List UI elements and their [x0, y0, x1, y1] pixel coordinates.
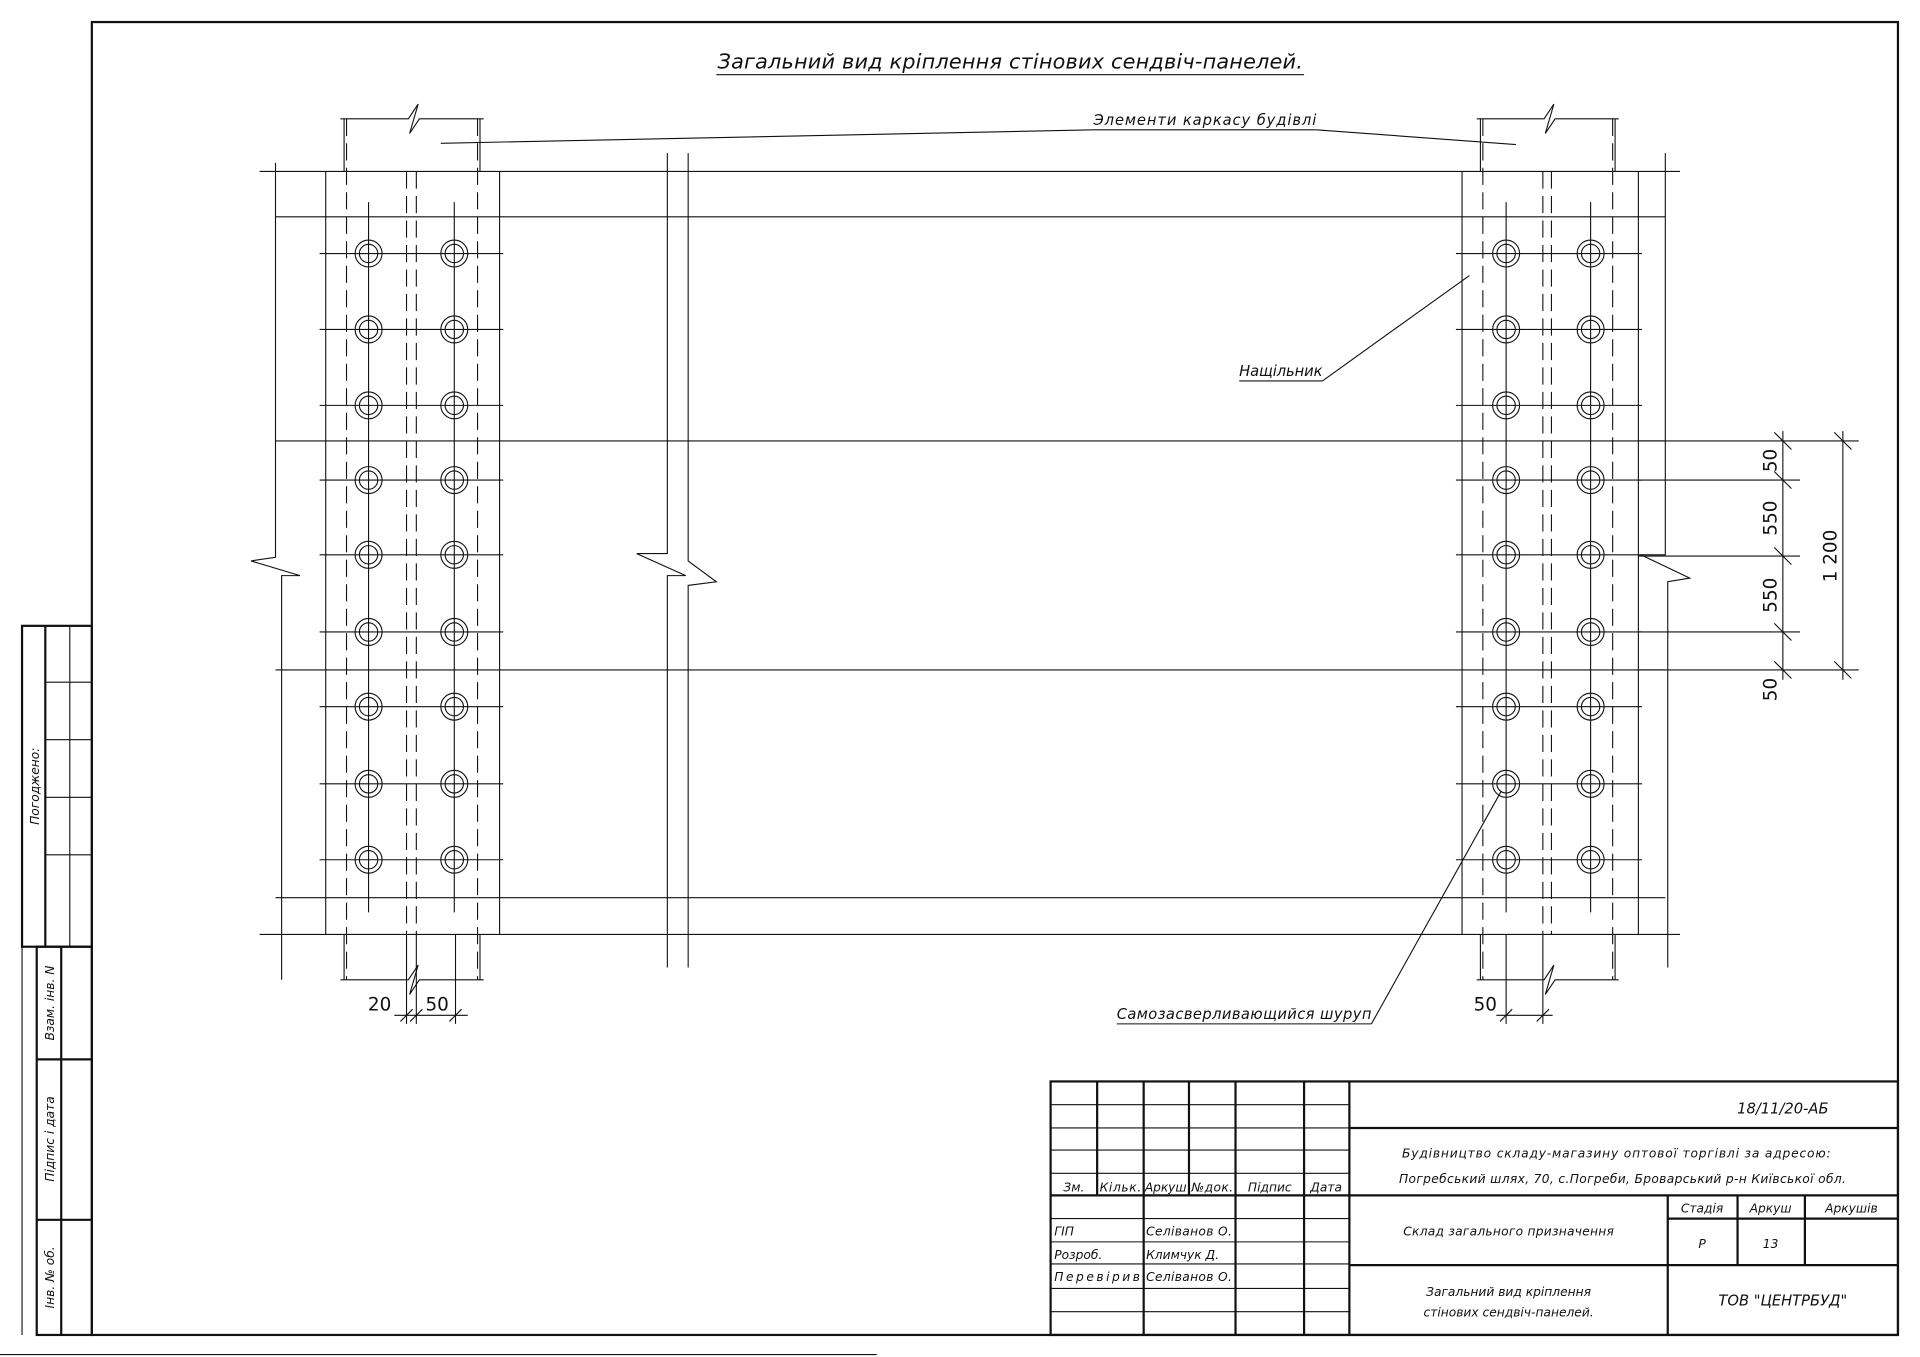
sheets-label: Аркушів: [1825, 1201, 1878, 1216]
sheet-title-line2: стінових сендвіч-панелей.: [1423, 1305, 1594, 1320]
staff-role: ГІП: [1054, 1224, 1074, 1239]
dim-right-seg1: 50: [1760, 448, 1782, 473]
stage-label: Стадія: [1680, 1201, 1724, 1216]
stage-value: Р: [1698, 1236, 1706, 1251]
break-line: [1477, 965, 1619, 994]
inv-no-label: Інв. № об.: [42, 1246, 57, 1309]
dim-right-seg4: 50: [1760, 677, 1782, 702]
header-zm: Зм.: [1063, 1180, 1085, 1195]
drawing-title: Загальний вид кріплення стінових сендвіч-панелей.: [717, 49, 1303, 74]
bottom-dimensions: [368, 934, 1553, 1023]
batten-column: [1456, 104, 1642, 994]
staff-role: Розроб.: [1054, 1248, 1103, 1263]
agreed-label: Погоджено:: [28, 747, 43, 825]
staff-name: Селіванов О.: [1146, 1224, 1232, 1239]
dim-right-seg3: 550: [1760, 577, 1782, 613]
object-name: Склад загального призначення: [1403, 1224, 1614, 1239]
side-strip: [22, 626, 92, 1335]
dim-bottom-right: 50: [1473, 994, 1497, 1016]
header-signature: Підпис: [1247, 1180, 1292, 1195]
batten-label: Нащільник: [1239, 362, 1323, 380]
project-line2: Погребський шлях, 70, с.Погреби, Броварський р-н Київської обл.: [1398, 1172, 1846, 1187]
right-dimensions: [1638, 431, 1858, 701]
project-line1: Будівництво складу-магазину оптової торгівлі за адресою:: [1402, 1146, 1831, 1161]
sheet-title-line1: Загальний вид кріплення: [1426, 1284, 1591, 1299]
break-line: [1477, 104, 1619, 133]
dim-right-seg2: 550: [1760, 500, 1782, 536]
header-date: Дата: [1310, 1180, 1342, 1195]
header-doc: №док.: [1191, 1180, 1234, 1195]
screw-label: Самозасверливающийся шуруп: [1116, 1005, 1372, 1023]
staff-name: Селіванов О.: [1146, 1270, 1232, 1285]
staff-role: Перевірив: [1054, 1270, 1140, 1285]
staff-name: Климчук Д.: [1146, 1248, 1220, 1263]
sheet-label: Аркуш: [1749, 1201, 1792, 1216]
batten-columns: [320, 104, 1642, 994]
signature-date-label: Підпис і дата: [42, 1096, 57, 1182]
right-edge-break: [1641, 153, 1690, 967]
sheet-value: 13: [1762, 1236, 1779, 1251]
middle-column-line: [688, 153, 716, 967]
dim-right-total: 1 200: [1820, 529, 1842, 583]
middle-column-break: [637, 153, 686, 967]
left-edge-break: [251, 163, 300, 980]
break-line: [340, 104, 483, 133]
doc-code: 18/11/20-АБ: [1737, 1100, 1829, 1118]
callouts: [441, 112, 1516, 1024]
header-sheet: Аркуш: [1144, 1180, 1187, 1195]
company-name: ТОВ "ЦЕНТРБУД": [1718, 1292, 1848, 1310]
dim-bottom-left-a: 20: [367, 994, 392, 1016]
batten-column: [320, 104, 504, 994]
title-block: [1051, 1081, 1898, 1335]
dim-bottom-left-b: 50: [425, 994, 449, 1016]
break-line: [340, 965, 483, 994]
frame-elements-label: Элементи каркасу будівлі: [1093, 111, 1317, 129]
header-qty: Кільк.: [1099, 1180, 1142, 1195]
replaced-inv-label: Взам. інв. N: [42, 965, 57, 1041]
